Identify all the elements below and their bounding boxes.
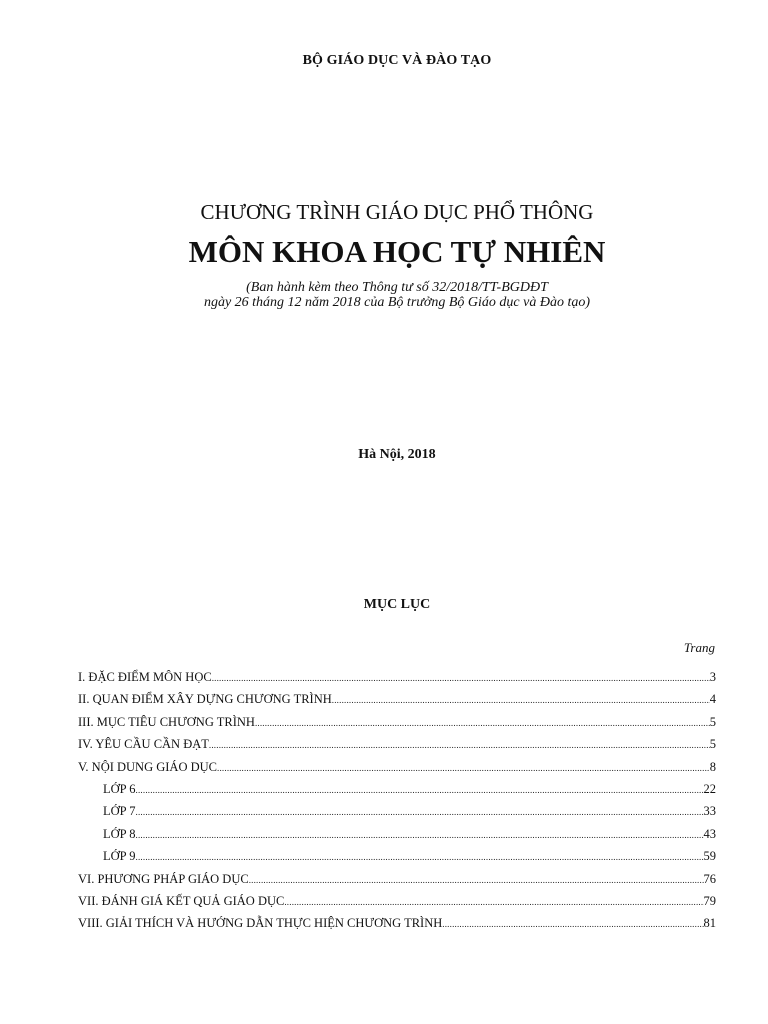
- toc-leader-dots: [136, 801, 704, 823]
- toc-entry-1[interactable]: [78, 666, 716, 688]
- toc-entry-11[interactable]: [78, 890, 716, 912]
- toc-leader-dots: [136, 846, 704, 868]
- toc-entry-label: LỚP 7: [103, 804, 136, 819]
- issued-note: [0, 280, 768, 310]
- toc-entry-3[interactable]: [78, 711, 716, 733]
- toc-leader-dots: [136, 824, 704, 846]
- subject-title: MÔN KHOA HỌC TỰ NHIÊN: [188, 234, 606, 269]
- toc-leader-dots: [442, 913, 703, 935]
- toc-entry-page: 22: [703, 781, 716, 796]
- toc-leader-dots: [209, 734, 710, 756]
- toc-entry-label: VIII. GIẢI THÍCH VÀ HƯỚNG DẪN THỰC HIỆN CHƯƠNG TRÌNH: [78, 916, 443, 931]
- toc-entry-page: 79: [703, 893, 716, 908]
- toc-entry-label: VI. PHƯƠNG PHÁP GIÁO DỤC: [78, 871, 249, 886]
- toc-entry-page: 4: [709, 692, 716, 707]
- table-of-contents: [78, 666, 716, 935]
- toc-leader-dots: [332, 689, 710, 711]
- issued-note-line-1: (Ban hành kèm theo Thông tư số 32/2018/TT-BGDĐT: [246, 280, 548, 295]
- toc-entry-page: 8: [709, 759, 716, 774]
- toc-entry-7[interactable]: [78, 800, 716, 822]
- toc-leader-dots: [212, 667, 710, 689]
- toc-entry-12[interactable]: [78, 912, 716, 934]
- toc-entry-label: II. QUAN ĐIỂM XÂY DỰNG CHƯƠNG TRÌNH: [78, 692, 332, 707]
- toc-entry-label: VII. ĐÁNH GIÁ KẾT QUẢ GIÁO DỤC: [78, 893, 285, 908]
- toc-entry-8[interactable]: [78, 823, 716, 845]
- toc-entry-page: 43: [703, 826, 716, 841]
- issued-note-line-2: ngày 26 tháng 12 năm 2018 của Bộ trưởng Bộ Giáo dục và Đào tạo): [203, 295, 591, 310]
- toc-entry-page: 76: [703, 871, 716, 886]
- toc-entry-5[interactable]: [78, 756, 716, 778]
- toc-entry-page: 81: [703, 916, 716, 931]
- toc-entry-page: 3: [709, 670, 716, 684]
- toc-entry-2[interactable]: [78, 688, 716, 710]
- toc-entry-page: 33: [703, 804, 716, 819]
- toc-entry-label: IV. YÊU CẦU CẦN ĐẠT: [78, 737, 209, 752]
- toc-entry-label: V. NỘI DUNG GIÁO DỤC: [78, 759, 218, 774]
- toc-entry-4[interactable]: [78, 733, 716, 755]
- toc-entry-label: LỚP 8: [103, 826, 136, 841]
- ministry-header: BỘ GIÁO DỤC VÀ ĐÀO TẠO: [302, 53, 492, 68]
- toc-entry-10[interactable]: [78, 868, 716, 890]
- place-year: Hà Nội, 2018: [358, 447, 436, 462]
- toc-leader-dots: [136, 779, 704, 801]
- toc-entry-page: 5: [709, 714, 716, 729]
- toc-entry-9[interactable]: [78, 845, 716, 867]
- toc-leader-dots: [249, 869, 704, 891]
- toc-entry-6[interactable]: [78, 778, 716, 800]
- toc-entry-label: I. ĐẶC ĐIỂM MÔN HỌC: [78, 670, 212, 684]
- toc-entry-page: 59: [703, 849, 716, 864]
- toc-entry-label: III. MỤC TIÊU CHƯƠNG TRÌNH: [78, 714, 255, 729]
- toc-leader-dots: [217, 757, 710, 779]
- toc-entry-page: 5: [709, 737, 716, 752]
- program-title: CHƯƠNG TRÌNH GIÁO DỤC PHỔ THÔNG: [200, 200, 594, 224]
- toc-leader-dots: [255, 712, 710, 734]
- toc-leader-dots: [284, 891, 703, 913]
- toc-heading: MỤC LỤC: [363, 597, 431, 612]
- toc-page-label: Trang: [683, 640, 715, 655]
- toc-entry-label: LỚP 9: [103, 849, 136, 864]
- toc-entry-label: LỚP 6: [103, 781, 136, 796]
